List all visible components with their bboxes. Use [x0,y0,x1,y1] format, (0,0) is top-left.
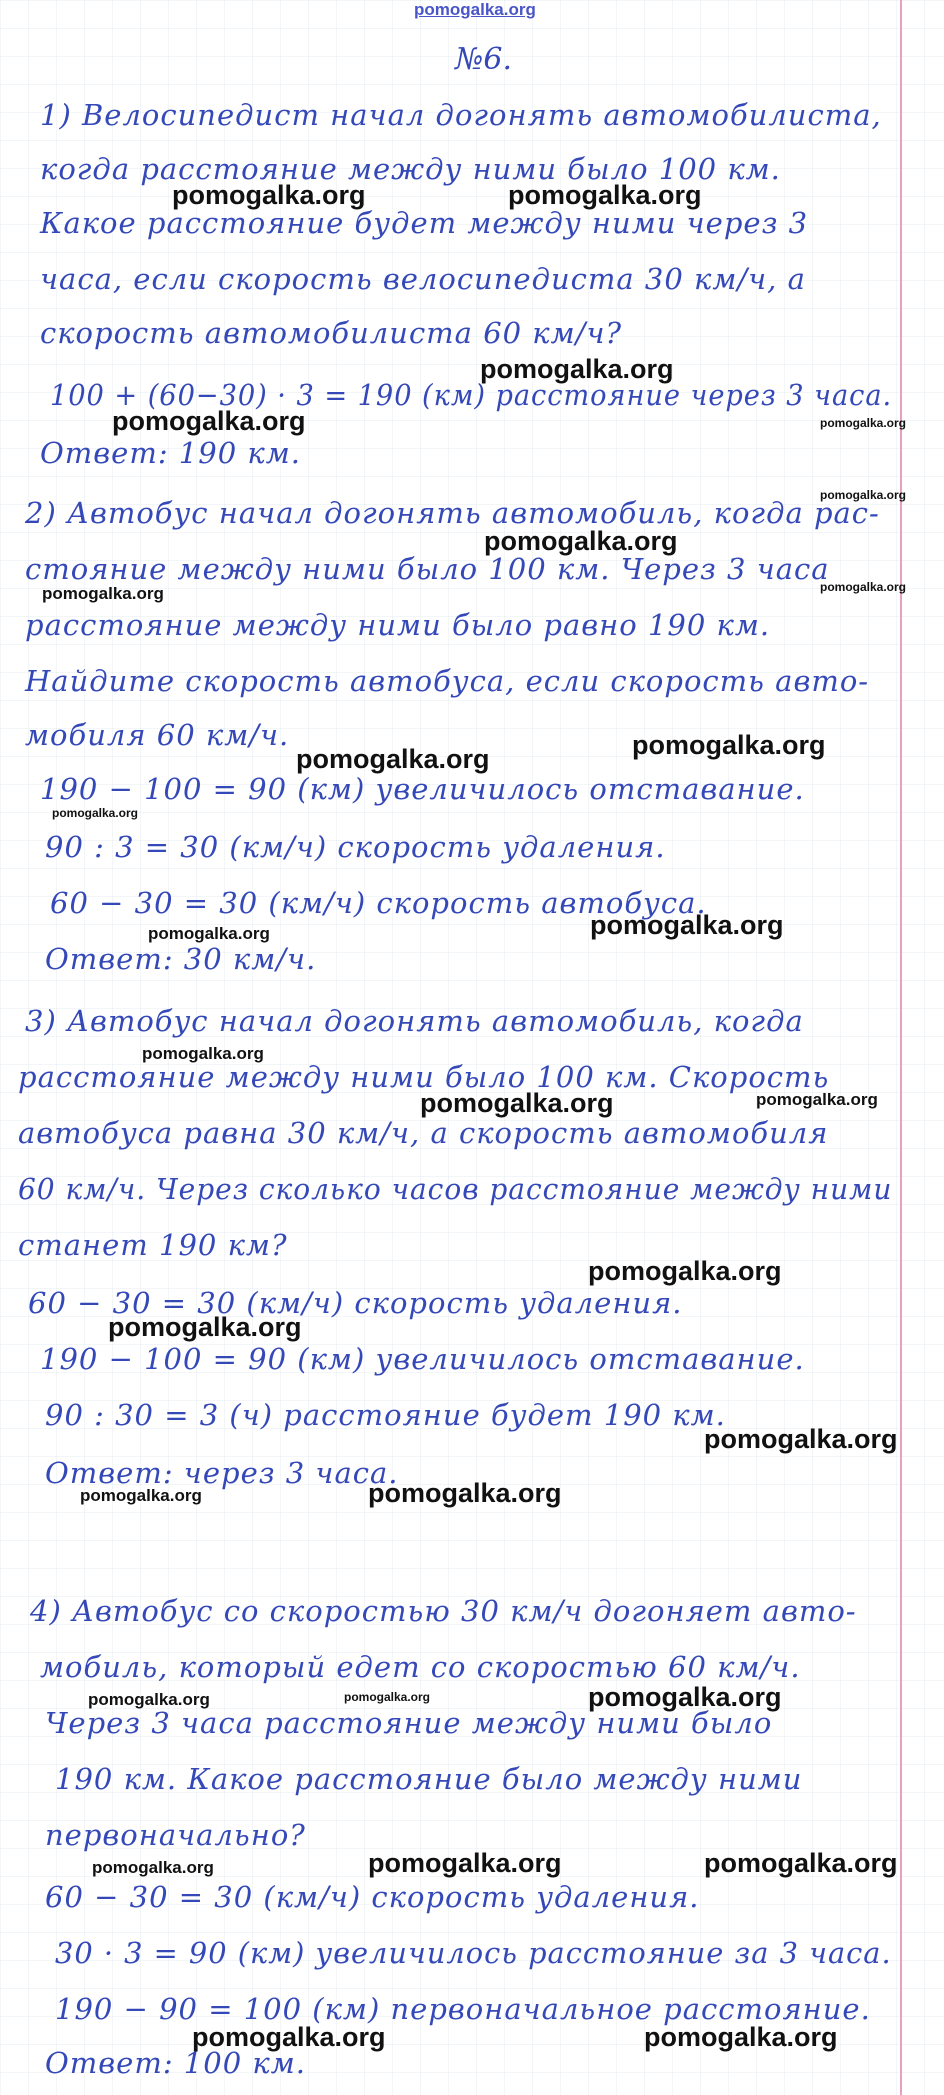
problem-4-line-5: первоначально? [45,1818,306,1852]
watermark: pomogalka.org [142,1044,264,1063]
problem-2-line-4: Найдите скорость автобуса, если скорость авто- [25,664,870,698]
problem-4-line-1: 4) Автобус со скоростью 30 км/ч догоняет авто- [30,1594,857,1628]
margin-line [900,0,902,2095]
problem-3-line-5: станет 190 км? [18,1228,288,1262]
watermark: pomogalka.org [508,180,702,210]
watermark: pomogalka.org [368,1478,562,1508]
problem-1-line-5: скорость автомобилиста 60 км/ч? [40,316,623,350]
problem-4-solution-1: 60 − 30 = 30 (км/ч) скорость удаления. [45,1880,700,1914]
watermark: pomogalka.org [820,580,907,594]
problem-2-answer: Ответ: 30 км/ч. [45,942,317,976]
problem-3-answer: Ответ: через 3 часа. [45,1456,399,1490]
problem-1-answer: Ответ: 190 км. [40,436,301,470]
problem-1-line-2: когда расстояние между ними было 100 км. [40,152,781,186]
watermark: pomogalka.org [148,924,270,943]
watermark: pomogalka.org [756,1090,878,1109]
watermark: pomogalka.org [588,1256,782,1286]
problem-3-line-3: автобуса равна 30 км/ч, а скорость автомобиля [18,1116,829,1150]
watermark: pomogalka.org [108,1312,302,1342]
problem-2-line-3: расстояние между ними было равно 190 км. [25,608,771,642]
watermark: pomogalka.org [484,526,678,556]
watermark: pomogalka.org [42,584,164,603]
problem-4-solution-3: 190 − 90 = 100 (км) первоначальное расстояние. [55,1992,871,2026]
watermark: pomogalka.org [296,744,490,774]
problem-1-line-1: 1) Велосипедист начал догонять автомобилиста, [40,98,882,132]
watermark: pomogalka.org [480,354,674,384]
problem-2-solution-1: 190 − 100 = 90 (км) увеличилось отставание. [40,772,805,806]
problem-4-line-3: Через 3 часа расстояние между ними было [45,1706,773,1740]
watermark: pomogalka.org [632,730,826,760]
watermark: pomogalka.org [92,1858,214,1877]
watermark: pomogalka.org [88,1690,210,1709]
site-link[interactable]: pomogalka.org [414,0,536,19]
watermark: pomogalka.org [704,1848,898,1878]
watermark: pomogalka.org [112,406,306,436]
problem-4-line-4: 190 км. Какое расстояние было между ними [55,1762,803,1796]
watermark: pomogalka.org [368,1848,562,1878]
watermark: pomogalka.org [52,806,139,820]
watermark: pomogalka.org [820,488,907,502]
watermark: pomogalka.org [590,910,784,940]
watermark: pomogalka.org [80,1486,202,1505]
watermark: pomogalka.org [420,1088,614,1118]
watermark: pomogalka.org [172,180,366,210]
problem-2-solution-3: 60 − 30 = 30 (км/ч) скорость автобуса. [50,886,707,920]
watermark: pomogalka.org [820,416,907,430]
watermark: pomogalka.org [344,1690,431,1704]
problem-2-line-1: 2) Автобус начал догонять автомобиль, когда рас- [25,496,880,530]
problem-3-line-4: 60 км/ч. Через сколько часов расстояние между ними [18,1172,893,1206]
problem-1-line-4: часа, если скорость велосипедиста 30 км/ч, а [40,262,806,296]
watermark: pomogalka.org [192,2022,386,2052]
problem-1-line-3: Какое расстояние будет между ними через 3 [40,206,809,240]
problem-4-answer: Ответ: 100 км. [45,2046,306,2080]
watermark: pomogalka.org [644,2022,838,2052]
problem-2-line-5: мобиля 60 км/ч. [25,718,290,752]
problem-2-solution-2: 90 : 3 = 30 (км/ч) скорость удаления. [45,830,666,864]
problem-4-line-2: мобиль, который едет со скоростью 60 км/ч. [40,1650,801,1684]
problem-3-solution-1: 60 − 30 = 30 (км/ч) скорость удаления. [28,1286,683,1320]
problem-4-solution-2: 30 · 3 = 90 (км) увеличилось расстояние за 3 часа. [55,1936,892,1970]
problem-3-solution-3: 90 : 30 = 3 (ч) расстояние будет 190 км. [45,1398,726,1432]
task-number: №6. [455,42,513,77]
problem-3-line-2: расстояние между ними было 100 км. Скорость [18,1060,830,1094]
problem-3-line-1: 3) Автобус начал догонять автомобиль, когда [25,1004,804,1038]
watermark: pomogalka.org [588,1682,782,1712]
watermark: pomogalka.org [704,1424,898,1454]
problem-3-solution-2: 190 − 100 = 90 (км) увеличилось отставание. [40,1342,805,1376]
problem-1-solution-1: 100 + (60−30) · 3 = 190 (км) расстояние через 3 часа. [50,378,893,412]
problem-2-line-2: стояние между ними было 100 км. Через 3 часа [25,552,830,586]
